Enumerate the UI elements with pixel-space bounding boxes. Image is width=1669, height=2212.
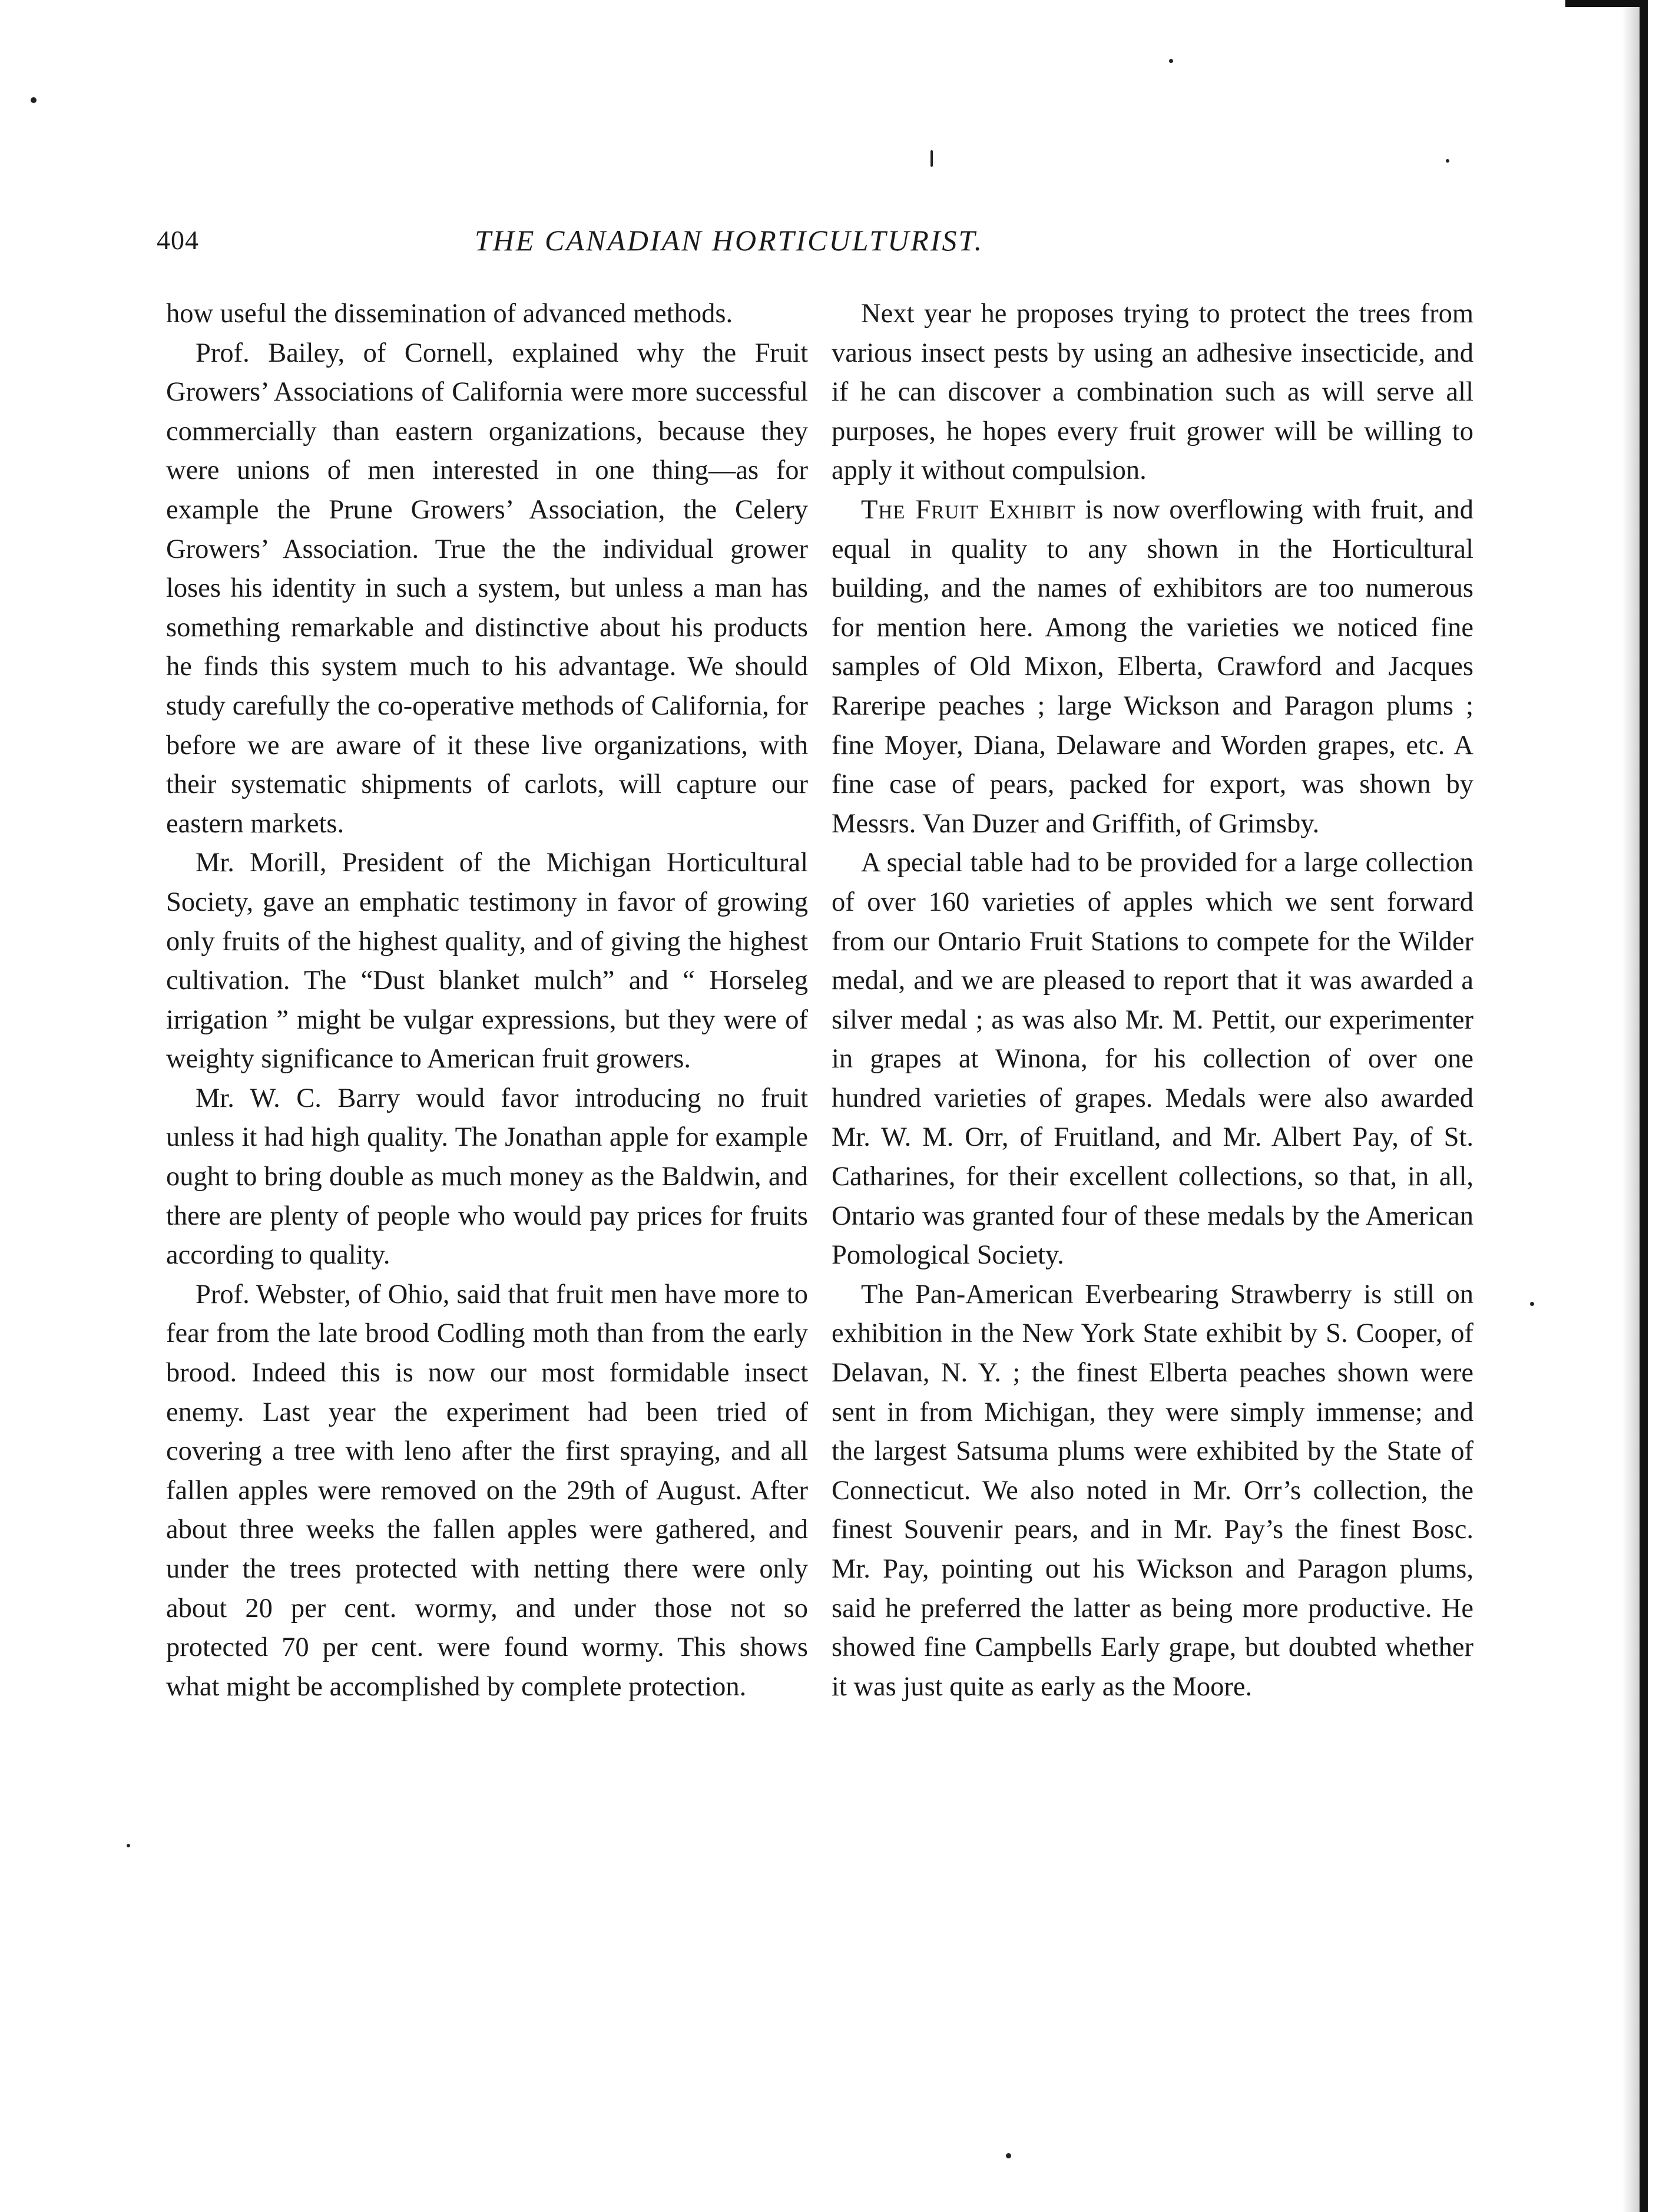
- right-column: [832, 295, 1473, 1707]
- scan-speck: [1530, 1302, 1534, 1306]
- page-binding-top: [1565, 0, 1648, 7]
- page-binding-edge: [1640, 0, 1648, 2212]
- article-paragraph: Prof. Bailey, of Cornell, explained why the Fruit Growers’ Associations of California were more successful commercially than eastern organizations, because they were unions of men interested in one thing—as for example the Prune Growers’ Association, the Celery Growers’ Association. True the the individual grower loses his identity in such a system, but unless a man has something remarkable and distinctive about his products he finds this system much to his advantage. We should study carefully the co-operative methods of California, for before we are aware of it these live organizations, with their systematic shipments of carlots, will capture our eastern markets.: [166, 338, 808, 839]
- scan-speck: [930, 150, 933, 167]
- article-paragraph: how useful the dissemination of advanced methods.: [166, 299, 733, 329]
- section-body: is now overflowing with fruit, and equal in quality to any shown in the Horticultural building, and the names of exhibitors are too numerous for mention here. Among the varieties we noticed fine samples of Old Mixon, Elberta, Crawford and Jacques Rareripe peaches ; large Wickson and Paragon plums ; fine Moyer, Diana, Delaware and Worden grapes, etc. A fine case of pears, packed for export, was shown by Messrs. Van Duzer and Griffith, of Grimsby.: [832, 494, 1473, 839]
- scan-speck: [31, 97, 37, 103]
- page-number: 404: [157, 225, 199, 255]
- running-title: THE CANADIAN HORTICULTURIST.: [475, 224, 984, 257]
- article-paragraph: A special table had to be provided for a large collection of over 160 varieties of apples which we sent forward from our Ontario Fruit Stations to compete for the Wilder medal, and we are pleased to report that it was awarded a silver medal ; as was also Mr. M. Pettit, our experimenter in grapes at Winona, for his collection of over one hundred varieties of grapes. Medals were also awarded Mr. W. M. Orr, of Fruitland, and Mr. Albert Pay, of St. Catharines, for their excellent collections, so that, in all, Ontario was granted four of these medals by the American Pomological Society.: [832, 848, 1473, 1271]
- scan-speck: [127, 1844, 130, 1847]
- article-paragraph: Prof. Webster, of Ohio, said that fruit men have more to fear from the late brood Codling moth than from the early brood. Indeed this is now our most formidable insect enemy. Last year the experiment had been tried of covering a tree with leno after the first spraying, and all fallen apples were removed on the 29th of August. After about three weeks the fallen apples were gathered, and under the trees protected with netting there were only about 20 per cent. wormy, and under those not so protected 70 per cent. were found wormy. This shows what might be accomplished by complete protection.: [166, 1279, 808, 1702]
- left-column: [166, 295, 808, 1707]
- fruit-exhibit-paragraph: [832, 491, 1473, 844]
- scan-speck: [1169, 59, 1173, 63]
- binding-shadow: [1622, 0, 1640, 2212]
- section-lead-small-caps: The Fruit Exhibit: [861, 494, 1076, 525]
- article-paragraph: Mr. Morill, President of the Michigan Horticultural Society, gave an emphatic testimony in favor of growing only fruits of the highest quality, and of giving the highest cultivation. The “Dust blanket mulch” and “ Horseleg irrigation ” might be vulgar expressions, but they were of weighty significance to American fruit growers.: [166, 848, 808, 1074]
- scan-speck: [1446, 159, 1449, 163]
- page-header: [157, 223, 1470, 270]
- scan-speck: [1006, 2153, 1011, 2158]
- article-paragraph: Mr. W. C. Barry would favor introducing no fruit unless it had high quality. The Jonathan apple for example ought to bring double as much money as the Baldwin, and there are plenty of people who would pay prices for fruits according to quality.: [166, 1083, 808, 1271]
- article-paragraph: Next year he proposes trying to protect the trees from various insect pests by using an adhesive insecticide, and if he can discover a combination such as will serve all purposes, he hopes every fruit grower will be willing to apply it without compulsion.: [832, 299, 1473, 486]
- article-paragraph: The Pan-American Everbearing Strawberry is still on exhibition in the New York State exhibit by S. Cooper, of Delavan, N. Y. ; the finest Elberta peaches shown were sent in from Michigan, they were simply immense; and the largest Satsuma plums were exhibited by the State of Connecticut. We also noted in Mr. Orr’s collection, the finest Souvenir pears, and in Mr. Pay’s the finest Bosc. Mr. Pay, pointing out his Wickson and Paragon plums, said he preferred the latter as being more productive. He showed fine Campbells Early grape, but doubted whether it was just quite as early as the Moore.: [832, 1279, 1473, 1702]
